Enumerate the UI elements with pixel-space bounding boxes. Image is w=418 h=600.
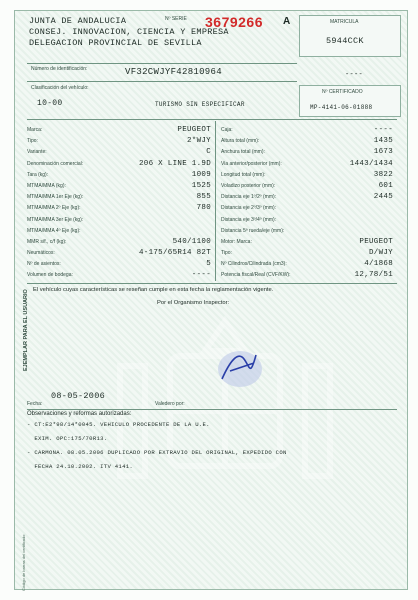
- right-fields: [221, 126, 395, 283]
- left-label-marca: Marca:: [27, 127, 43, 133]
- observation-line: - CT:E2*98/14*0045. VEHICULO PROCEDENTE DE LA U.E.: [27, 421, 210, 428]
- left-value-mtma-mma-kg: 1525: [191, 181, 211, 190]
- vehicle-technical-card: [14, 10, 408, 590]
- matricula-box: [299, 15, 401, 57]
- certificado-label: Nº CERTIFICADO: [322, 89, 363, 95]
- right-value-voladizo-posterior-mm: 601: [378, 181, 393, 190]
- left-value-n-de-asientos: 5: [206, 260, 211, 269]
- serie-label: Nº SERIE: [165, 16, 187, 22]
- left-label-mtma-mma-kg: MTMA/MMA (kg):: [27, 182, 66, 189]
- observation-line: - CARMONA. 08.05.2006 DUPLICADO POR EXTRAVIO DEL ORIGINAL, EXPEDIDO CON: [27, 449, 287, 456]
- right-value-altura-total-mm: 1435: [373, 137, 393, 146]
- right-value-longitud-total-mm: 3822: [373, 170, 393, 179]
- right-label-voladizo-posterior-mm: Voladizo posterior (mm):: [221, 182, 276, 189]
- right-value-motor-marca: PEUGEOT: [359, 237, 393, 246]
- right-row: [221, 126, 395, 137]
- matricula-label: MATRICULA: [330, 19, 359, 25]
- left-label-neum-ticos: Neumáticos:: [27, 250, 55, 257]
- left-label-mtma-mma-3er-eje-kg: MTMA/MMA 3er Eje (kg):: [27, 216, 84, 223]
- left-label-mtma-mma-1er-eje-kg: MTMA/MMA 1er Eje (kg):: [27, 194, 84, 201]
- left-label-variante: Variante:: [27, 149, 47, 156]
- authority-line-2: CONSEJ. INNOVACION, CIENCIA Y EMPRESA: [29, 27, 229, 37]
- right-row: [221, 171, 395, 182]
- left-value-mmr-s-f-c-f-kg: 540/1100: [172, 237, 211, 246]
- ejemplar-side-label: EJEMPLAR PARA EL USUARIO: [23, 289, 29, 371]
- observation-line: FECHA 24.10.2002. ITV 4141.: [27, 463, 134, 470]
- left-row: [27, 148, 213, 159]
- serial-number: 3679266: [205, 14, 264, 30]
- left-label-tipo: Tipo:: [27, 138, 38, 145]
- id-value: VF32CWJYF42810964: [125, 67, 222, 77]
- right-value-n-cilindros-cilindrada-cm3: 4/1868: [364, 260, 393, 269]
- right-row: [221, 137, 395, 148]
- left-label-mtma-mma-4-eje-kg: MTMA/MMA 4º Eje (kg):: [27, 227, 81, 234]
- id-dashes: ----: [345, 71, 364, 79]
- right-label-distancia-eje-3-4-mm: Distancia eje 3º/4º (mm):: [221, 216, 277, 223]
- left-label-n-de-asientos: Nº de asientos:: [27, 261, 61, 268]
- left-label-volumen-de-bodega: Volumen de bodega:: [27, 272, 73, 279]
- fecha-value: 08-05-2006: [51, 391, 106, 401]
- right-row: [221, 260, 395, 271]
- left-value-denominaci-n-comercial: 206 X LINE 1.9D: [138, 159, 211, 168]
- right-row: [221, 182, 395, 193]
- left-value-tara-kg: 1009: [191, 170, 211, 179]
- right-label-anchura-total-mm: Anchura total (mm):: [221, 149, 265, 156]
- statement-line: El vehículo cuyas características se reseñan cumple en esta fecha la reglamentación vigente.: [33, 287, 274, 293]
- left-row: [27, 216, 213, 227]
- left-row: [27, 126, 213, 137]
- fecha-label: Fecha:: [27, 401, 43, 407]
- left-value-neum-ticos: 4-175/65R14 82T: [138, 249, 211, 258]
- side-footer-text: Código de barras del certificado: [21, 534, 26, 591]
- clasificacion-value: 10-00: [37, 99, 63, 108]
- right-row: [221, 271, 395, 282]
- authority-line-3: DELEGACION PROVINCIAL DE SEVILLA: [29, 38, 202, 48]
- left-value-mtma-mma-2-eje-kg: 780: [196, 204, 211, 213]
- right-row: [221, 249, 395, 260]
- left-value-marca: PEUGEOT: [177, 126, 211, 134]
- left-row: [27, 171, 213, 182]
- right-value-caja: ----: [373, 126, 393, 134]
- inspector-signature-stamp: [210, 341, 270, 391]
- left-label-mmr-s-f-c-f-kg: MMR s/f., c/f (kg):: [27, 238, 67, 245]
- right-label-potencia-fiscal-real-cvf-kw: Potencia fiscal/Real (CVF/KW):: [221, 272, 291, 279]
- right-row: [221, 238, 395, 249]
- left-row: [27, 227, 213, 238]
- left-row: [27, 160, 213, 171]
- clasificacion-label: Clasificación del vehículo:: [31, 85, 89, 91]
- observations-block: [27, 411, 397, 474]
- right-value-anchura-total-mm: 1673: [373, 148, 393, 157]
- left-row: [27, 238, 213, 249]
- right-row: [221, 204, 395, 215]
- right-label-tipo: Tipo:: [221, 250, 232, 257]
- right-value-via-anterior-posterior-mm: 1443/1434: [349, 159, 393, 168]
- left-row: [27, 260, 213, 271]
- right-label-distancia-5-rueda-eje-mm: Distancia 5ª rueda/eje (mm):: [221, 227, 285, 234]
- left-value-variante: C: [206, 148, 211, 157]
- left-row: [27, 271, 213, 282]
- left-value-mtma-mma-1er-eje-kg: 855: [196, 193, 211, 202]
- right-label-motor-marca: Motor: Marca:: [221, 238, 252, 245]
- right-label-altura-total-mm: Altura total (mm):: [221, 138, 260, 145]
- left-row: [27, 137, 213, 148]
- right-label-caja: Caja:: [221, 127, 233, 133]
- left-label-denominaci-n-comercial: Denominación comercial:: [27, 160, 84, 167]
- right-label-via-anterior-posterior-mm: Via anterior/posterior (mm):: [221, 160, 282, 167]
- valedero-label: Valedero por:: [155, 401, 185, 407]
- left-label-mtma-mma-2-eje-kg: MTMA/MMA 2º Eje (kg):: [27, 205, 81, 212]
- right-row: [221, 148, 395, 159]
- left-value-tipo: 2*WJY: [186, 137, 211, 146]
- right-row: [221, 193, 395, 204]
- clasificacion-desc: TURISMO SIN ESPECIFICAR: [155, 101, 245, 108]
- left-label-tara-kg: Tara (kg):: [27, 171, 49, 178]
- left-row: [27, 193, 213, 204]
- right-row: [221, 227, 395, 238]
- authority-line-1: JUNTA DE ANDALUCIA: [29, 16, 127, 26]
- right-row: [221, 160, 395, 171]
- right-label-distancia-eje-2-3-mm: Distancia eje 2º/3º (mm):: [221, 205, 277, 212]
- right-value-potencia-fiscal-real-cvf-kw: 12,78/51: [354, 271, 393, 280]
- certificado-box: [299, 85, 401, 117]
- right-label-longitud-total-mm: Longitud total (mm):: [221, 171, 266, 178]
- organism-line: Por el Organismo Inspector:: [157, 300, 230, 306]
- left-fields: [27, 126, 213, 283]
- right-row: [221, 216, 395, 227]
- id-label: Número de identificación:: [31, 66, 88, 72]
- left-row: [27, 182, 213, 193]
- certificado-value: MP-4141-06-01888: [310, 104, 373, 111]
- matricula-value: 5944CCK: [326, 36, 364, 46]
- right-label-distancia-eje-1-2-mm: Distancia eje 1º/2º (mm):: [221, 194, 277, 201]
- left-row: [27, 249, 213, 260]
- left-row: [27, 204, 213, 215]
- right-value-tipo: D/WJY: [368, 249, 393, 258]
- right-label-n-cilindros-cilindrada-cm3: Nº Cilindros/Cilindrada (cm3):: [221, 261, 287, 268]
- observations-label: Observaciones y reformas autorizadas:: [27, 411, 132, 417]
- observation-line: EXIM. OPC:175/70R13.: [27, 435, 108, 442]
- right-value-distancia-eje-1-2-mm: 2445: [373, 193, 393, 202]
- left-value-volumen-de-bodega: ----: [191, 271, 211, 280]
- serial-suffix: A: [283, 16, 291, 27]
